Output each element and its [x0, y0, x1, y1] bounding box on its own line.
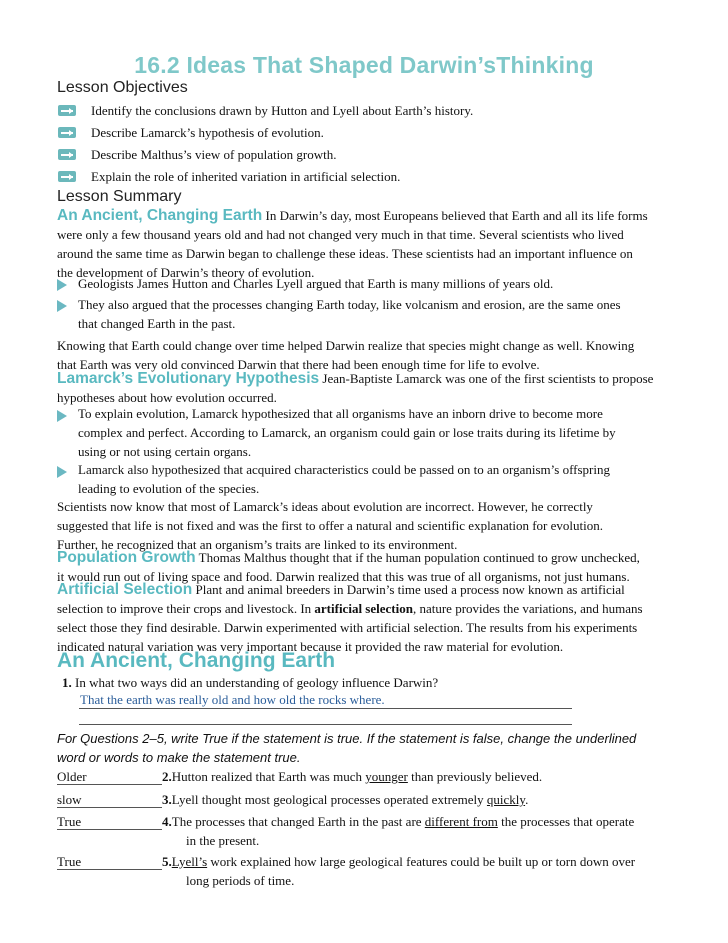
text-line: it would run out of living space and food. Darwin realized that this was true of all organisms, not just humans.: [57, 569, 630, 584]
objectives-heading: Lesson Objectives: [57, 79, 188, 96]
instructions: [57, 729, 636, 767]
text-line: For Questions 2–5, write True if the statement is true. If the statement is false, change the underlined: [57, 731, 637, 746]
answer-blank[interactable]: Older: [57, 769, 87, 784]
lamarck-paragraph: [57, 369, 653, 407]
question-number: 5.: [162, 854, 172, 869]
text-line: word or words to make the statement true.: [57, 750, 301, 765]
text-line: indicated natural variation was very important because it provided the raw material for evolution.: [57, 639, 564, 654]
text-line: selection to improve their crops and livestock. In: [57, 601, 315, 616]
question-5: [162, 852, 635, 890]
text-line: around the same time as Darwin began to challenge these ideas. These scientists had an important influence on: [57, 246, 633, 261]
text-line: the processes that operate: [497, 814, 635, 829]
answer-line: [57, 807, 162, 808]
artificial-paragraph: [57, 580, 643, 656]
objective-text: Explain the role of inherited variation in artificial selection.: [91, 169, 401, 184]
bullet-text: [78, 295, 621, 333]
question-3: [162, 790, 528, 809]
text-line: complex and perfect. According to Lamarck, an organism could gain or lose traits during its lifetime by: [78, 425, 616, 440]
answer-blank[interactable]: True: [57, 854, 82, 869]
text-line: leading to evolution of the species.: [78, 481, 260, 496]
text-line: that Earth was very old convinced Darwin that there had been enough time for life to evolve.: [57, 357, 540, 372]
question-number: 1.: [62, 675, 72, 690]
title-text: Ideas That Shaped Darwin’sThinking: [186, 52, 594, 78]
lamarck-lead: Lamarck’s Evolutionary Hypothesis: [57, 370, 320, 387]
text-line: than previously believed.: [407, 769, 543, 784]
summary-heading: Lesson Summary: [57, 188, 182, 205]
answer-line: [57, 829, 162, 830]
question-2: [162, 767, 542, 786]
text-line: select those they find desirable. Darwin experimented with artificial selection. The results from his experiments: [57, 620, 638, 635]
question-number: 4.: [162, 814, 172, 829]
bullet-arrow-icon: [57, 410, 67, 422]
text-line: work explained how large geological features could be built up or torn down over: [207, 854, 636, 869]
ancient-lead: An Ancient, Changing Earth: [57, 207, 263, 224]
bullet-arrow-icon: [57, 300, 67, 312]
question-number: 2.: [162, 769, 172, 784]
answer-blank[interactable]: slow: [57, 792, 82, 807]
population-lead: Population Growth: [57, 549, 196, 566]
text-line: Lamarck also hypothesized that acquired characteristics could be passed on to an organism’s offspring: [78, 462, 610, 477]
text-line: that changed Earth in the past.: [78, 316, 236, 331]
key-arrow-icon: [58, 105, 76, 116]
key-arrow-icon: [58, 127, 76, 138]
text-line: long periods of time.: [186, 873, 295, 888]
answer-line: [57, 784, 162, 785]
text-line: Further, he recognized that an organism’s traits are linked to its environment.: [57, 537, 458, 552]
text-line: Lyell thought most geological processes operated extremely: [171, 792, 487, 807]
text-line: Hutton realized that Earth was much: [171, 769, 366, 784]
underlined-term: Lyell’s: [171, 854, 208, 869]
underlined-term: quickly: [486, 792, 526, 807]
text-line: .: [525, 792, 529, 807]
ancient-paragraph: [57, 206, 648, 282]
answer-line: [79, 708, 572, 709]
text-line: They also argued that the processes changing Earth today, like volcanism and erosion, are the same ones: [78, 297, 621, 312]
question-1: [62, 673, 438, 692]
title-number: 16.2: [134, 52, 180, 78]
question-text: In what two ways did an understanding of geology influence Darwin?: [75, 675, 439, 690]
text-line: suggested that life is not fixed and was the first to offer a natural and scientific explanation for evolution.: [57, 518, 603, 533]
question-number: 3.: [162, 792, 172, 807]
key-arrow-icon: [58, 149, 76, 160]
bullet-text: [78, 404, 616, 461]
artificial-lead: Artificial Selection: [57, 581, 193, 598]
objective-text: Identify the conclusions drawn by Hutton and Lyell about Earth’s history.: [91, 103, 474, 118]
bullet-text: Geologists James Hutton and Charles Lyell argued that Earth is many millions of years old.: [78, 276, 554, 291]
text-line: The processes that changed Earth in the past are: [171, 814, 425, 829]
text-line: Plant and animal breeders in Darwin’s time used a process now known as artificial: [195, 582, 625, 597]
text-line: in the present.: [186, 833, 260, 848]
text-line: hypotheses about how evolution occurred.: [57, 390, 277, 405]
underlined-term: different from: [424, 814, 498, 829]
text-line: were only a few thousand years old and had not changed very much in that time. Several scientists who lived: [57, 227, 624, 242]
objective-text: Describe Lamarck’s hypothesis of evolution.: [91, 125, 324, 140]
text-line: Knowing that Earth could change over time helped Darwin realize that species might change as well. Knowing: [57, 338, 635, 353]
text-line: In Darwin’s day, most Europeans believed that Earth and all its life forms: [265, 208, 648, 223]
text-line: the development of Darwin’s theory of evolution.: [57, 265, 315, 280]
page-title: [0, 52, 728, 79]
text-line: To explain evolution, Lamarck hypothesized that all organisms have an inborn drive to become more: [78, 406, 603, 421]
answer-blank[interactable]: True: [57, 814, 82, 829]
text-line: , nature provides the variations, and humans: [412, 601, 643, 616]
question-4: [162, 812, 634, 850]
answer-1[interactable]: That the earth was really old and how old the rocks where.: [80, 692, 385, 707]
answer-line: [79, 724, 572, 725]
text-line: Thomas Malthus thought that if the human population continued to grow unchecked,: [198, 550, 640, 565]
text-line: Scientists now know that most of Lamarck’s ideas about evolution are incorrect. However, he correctly: [57, 499, 593, 514]
bullet-arrow-icon: [57, 279, 67, 291]
key-arrow-icon: [58, 171, 76, 182]
objective-text: Describe Malthus’s view of population growth.: [91, 147, 337, 162]
underlined-term: younger: [365, 769, 408, 784]
term-bold: artificial selection: [314, 601, 413, 616]
bullet-text: [78, 460, 610, 498]
text-line: Jean-Baptiste Lamarck was one of the first scientists to propose: [322, 371, 654, 386]
text-line: using or not using certain organs.: [78, 444, 252, 459]
answer-line: [57, 869, 162, 870]
section-heading: An Ancient, Changing Earth: [57, 649, 336, 672]
lamarck-after-paragraph: [57, 497, 603, 554]
bullet-arrow-icon: [57, 466, 67, 478]
